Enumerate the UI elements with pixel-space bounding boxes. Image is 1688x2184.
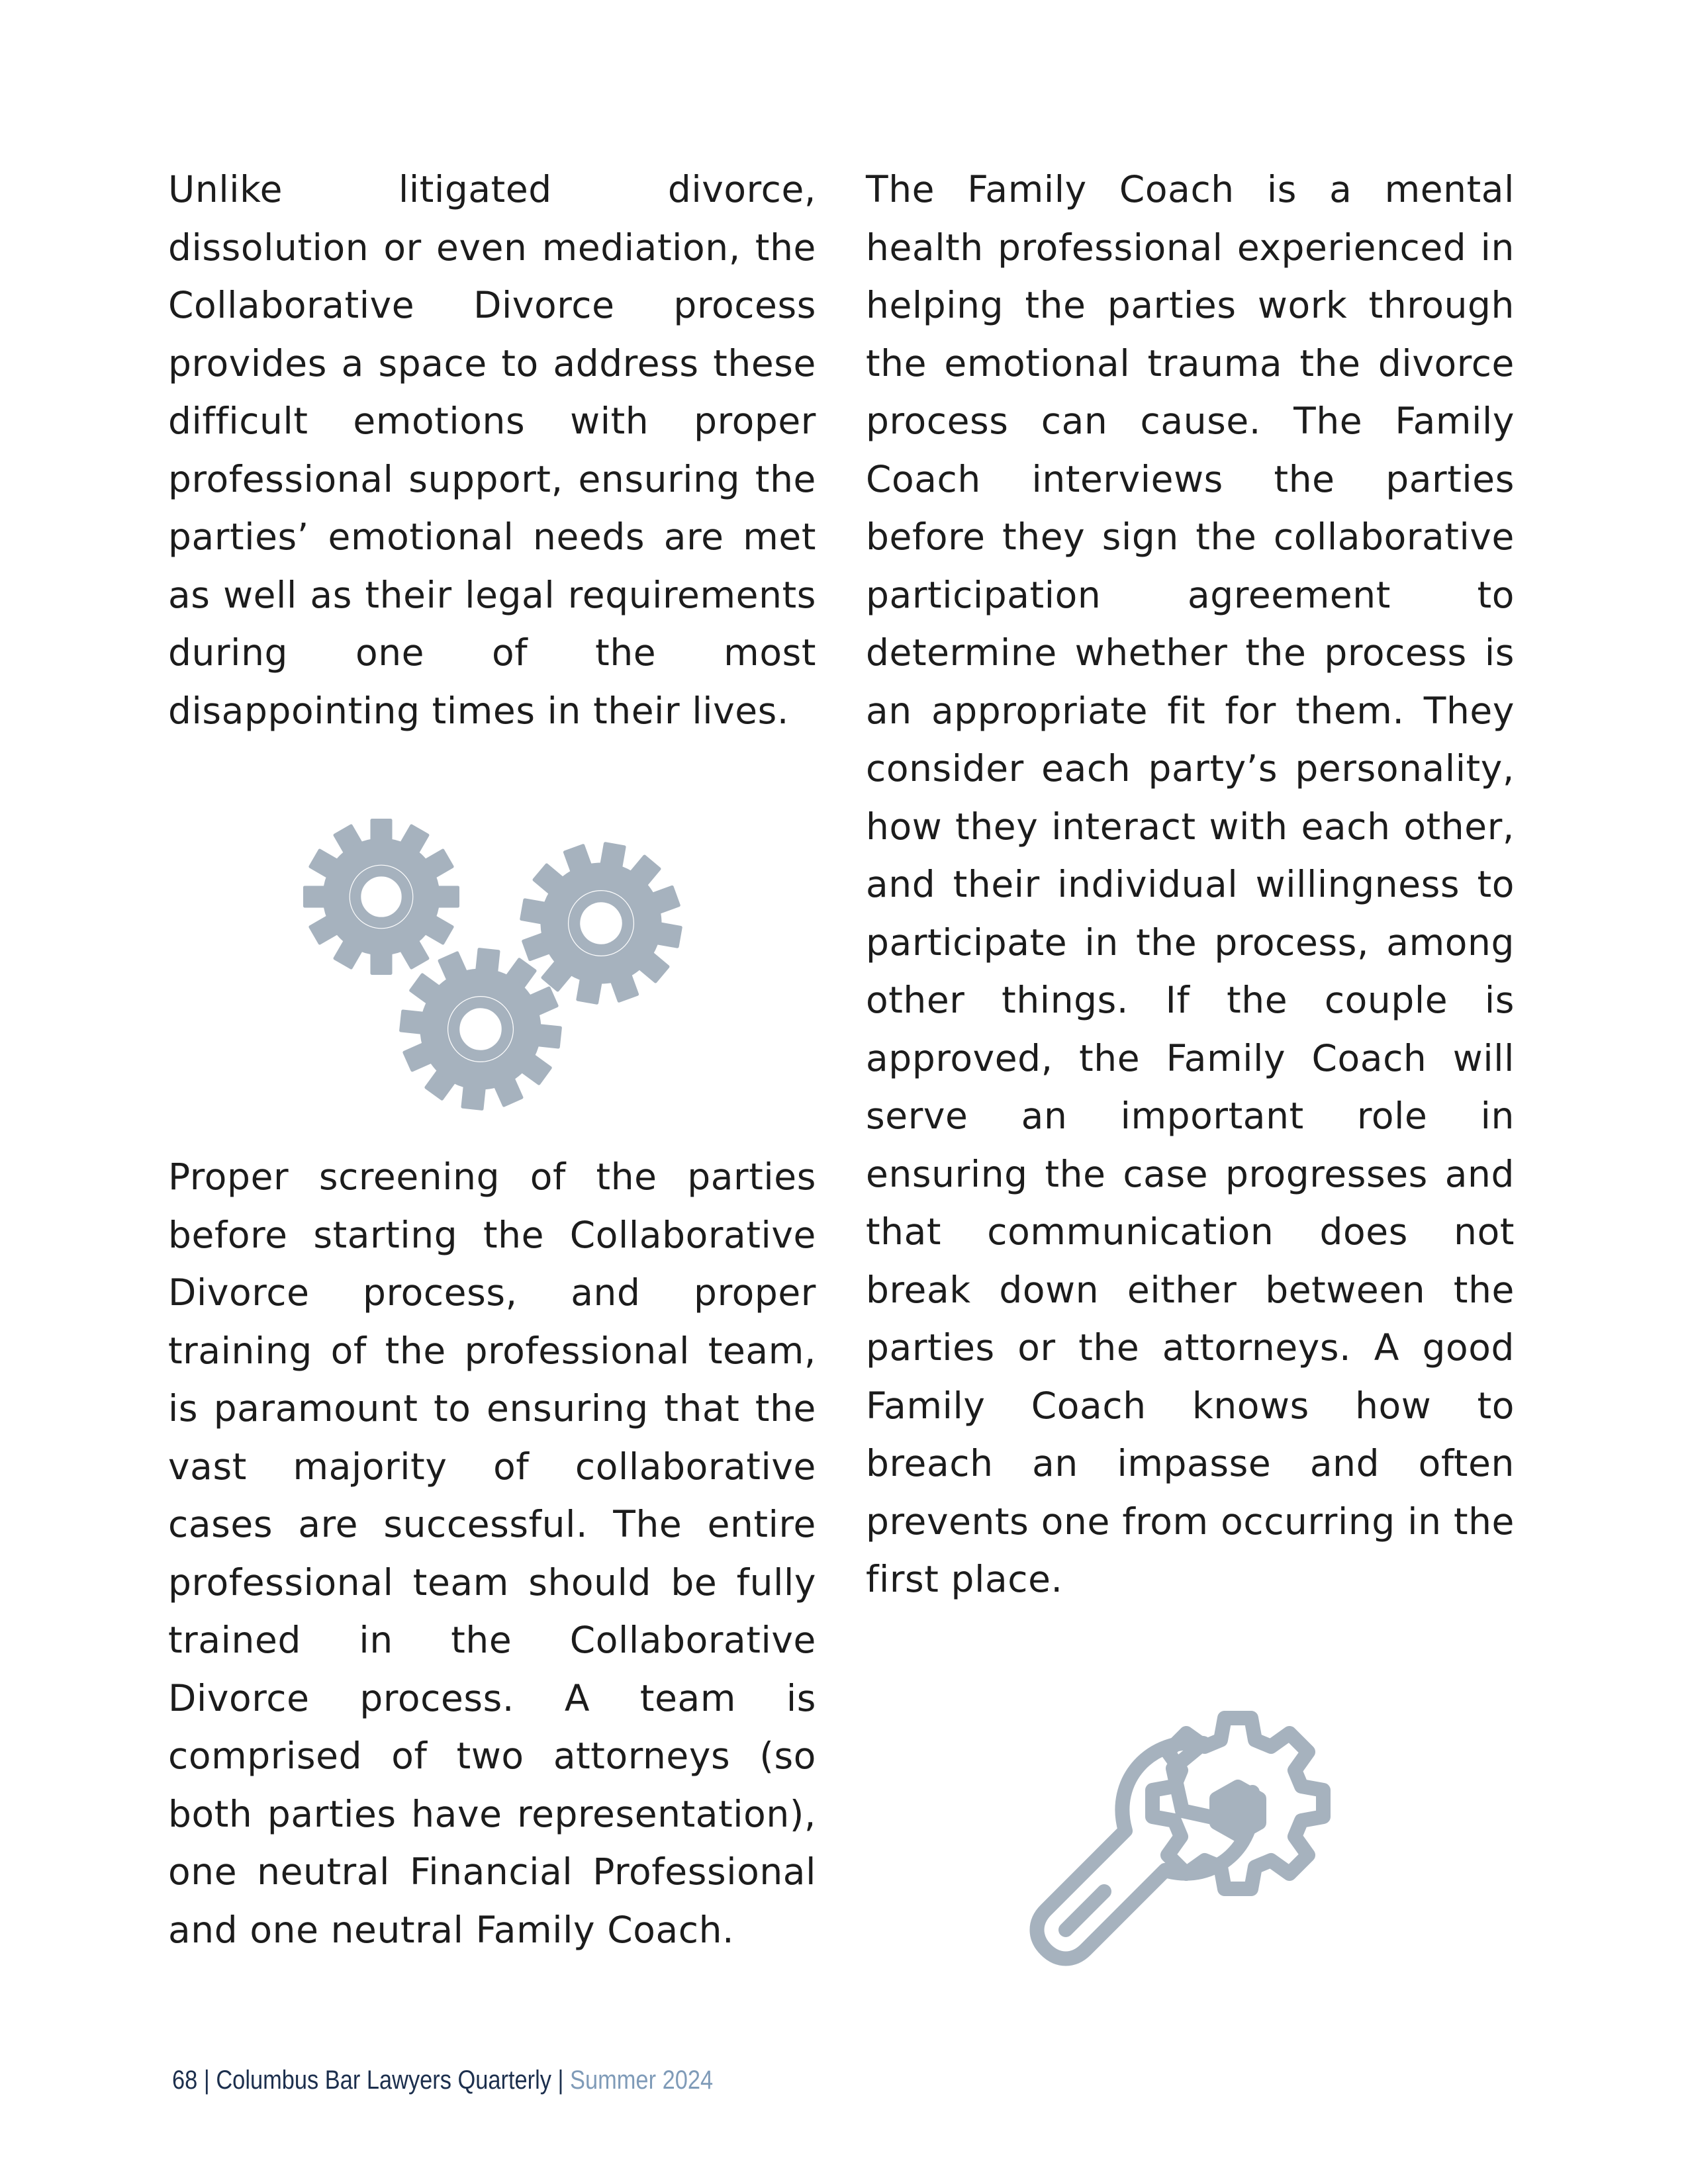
footer-separator: | — [203, 2066, 210, 2095]
page-number: 68 — [172, 2066, 198, 2095]
footer-separator: | — [557, 2066, 564, 2095]
issue-season: Summer 2024 — [570, 2066, 714, 2095]
page-footer — [172, 2064, 713, 2097]
wrench-gear-icon — [1026, 1694, 1357, 2025]
publication-name: Columbus Bar Lawyers Quarterly — [216, 2066, 551, 2095]
left-column-paragraph-1: Unlike litigated divorce, dissolution or even mediation, the Collaborative Divorce process provides a space to address these difficult emotions with proper professional support, ensuring the parties’ emotional needs are met as well as their legal requirements during one of the most disappointing times in their lives. — [168, 168, 816, 732]
gears-icon — [291, 817, 702, 1122]
left-column-paragraph-2: Proper screening of the parties before starting the Collaborative Divorce process, and proper training of the professional team, is paramount to ensuring that the vast majority of collaborative cases are successful. The entire professional team should be fully trained in the Collaborative Divorce process. A team is comprised of two attorneys (so both parties have representation), one neutral Financial Professional and one neutral Family Coach. — [168, 1156, 816, 1951]
right-column-paragraph-1: The Family Coach is a mental health professional experienced in helping the parties work through the emotional trauma the divorce process can cause. The Family Coach interviews the parties before they sign the collaborative participation agreement to determine whether the process is an appropriate fit for them. They consider each party’s personality, how they interact with each other, and their individual willingness to participate in the process, among other things. If the couple is approved, the Family Coach will serve an important role in ensuring the case progresses and that communication does not break down either between the parties or the attorneys. A good Family Coach knows how to breach an impasse and often prevents one from occurring in the first place. — [866, 168, 1515, 1600]
